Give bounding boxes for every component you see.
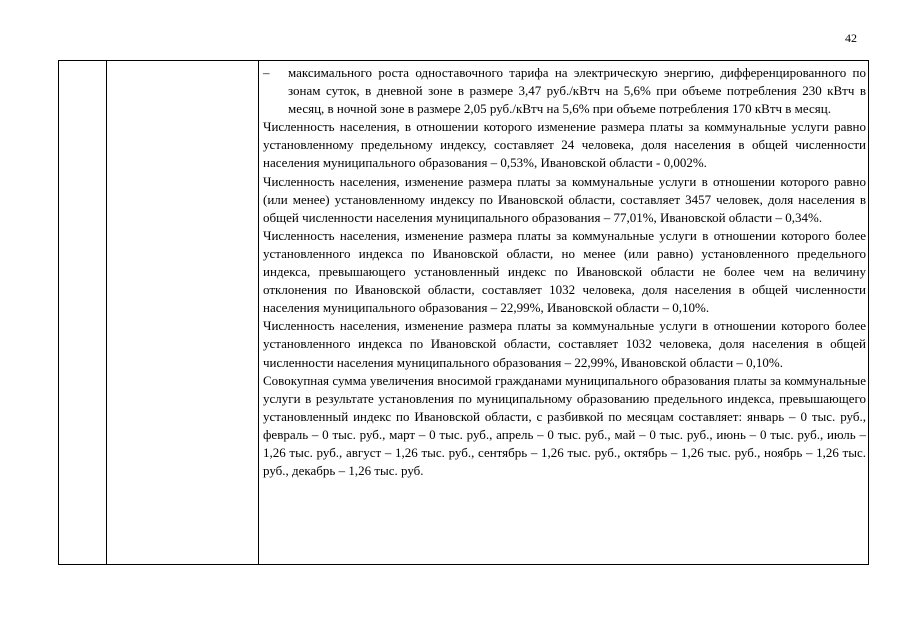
bullet-text: максимального роста одноставочного тарифа на электрическую энергию, дифференцированного по зонам суток, в дневной зоне в размере 3,47 руб./кВтч на 5,6% при объеме потребления 230 кВтч в месяц, в ночной зоне в размере 2,05 руб./кВтч на 5,6% при объеме потребления 170 кВтч в месяц. bbox=[288, 65, 866, 117]
page-number: 42 bbox=[845, 31, 857, 45]
paragraph-monthly-total: Совокупная сумма увеличения вносимой гражданами муниципального образования платы за коммунальные услуги в результате установления по муниципальному образованию предельного индекса, превышающего установленный индекс по Ивановской области, с разбивкой по месяцам составляет: январь – 0 тыс. руб., февраль – 0 тыс. руб., март – 0 тыс. руб., апрель – 0 тыс. руб., май – 0 тыс. руб., июнь – 0 тыс. руб., июль – 1,26 тыс. руб., август – 1,26 тыс. руб., сентябрь – 1,26 тыс. руб., октябрь – 1,26 тыс. руб., ноябрь – 1,26 тыс. руб., декабрь – 1,26 тыс. руб. bbox=[263, 372, 866, 479]
table-column-divider bbox=[106, 61, 107, 564]
paragraph-equal-or-less-index: Численность населения, изменение размера платы за коммунальные услуги в отношении которого равно (или менее) установленному индексу по Ивановской области, составляет 3457 человек, доля населения в общей численности населения муниципального образования – 77,01%, Ивановской области – 0,34%. bbox=[263, 173, 866, 225]
paragraph-between-indexes: Численность населения, изменение размера платы за коммунальные услуги в отношении которого более установленного индекса по Ивановской области, но менее (или равно) установленного предельного индекса, превышающего установленный индекс по Ивановской области не более чем на величину отклонения по Ивановской области, составляет 1032 человека, доля населения в общей численности населения муниципального образования – 22,99%, Ивановской области – 0,10%. bbox=[263, 227, 866, 316]
paragraph-equal-limit-index: Численность населения, в отношении которого изменение размера платы за коммунальные услуги равно установленному предельному индексу, составляет 24 человека, доля населения в общей численности населения муниципального образования – 0,53%, Ивановской области - 0,002%. bbox=[263, 119, 866, 171]
table-column-divider bbox=[258, 61, 259, 564]
bullet-item bbox=[263, 64, 866, 118]
paragraph-above-index: Численность населения, изменение размера платы за коммунальные услуги в отношении которого более установленного индекса по Ивановской области, составляет 1032 человека, доля населения в общей численности населения муниципального образования – 22,99%, Ивановской области – 0,10%. bbox=[263, 318, 866, 370]
table-cell-content bbox=[263, 64, 866, 480]
bullet-dash: – bbox=[263, 65, 270, 80]
document-table bbox=[58, 60, 869, 565]
